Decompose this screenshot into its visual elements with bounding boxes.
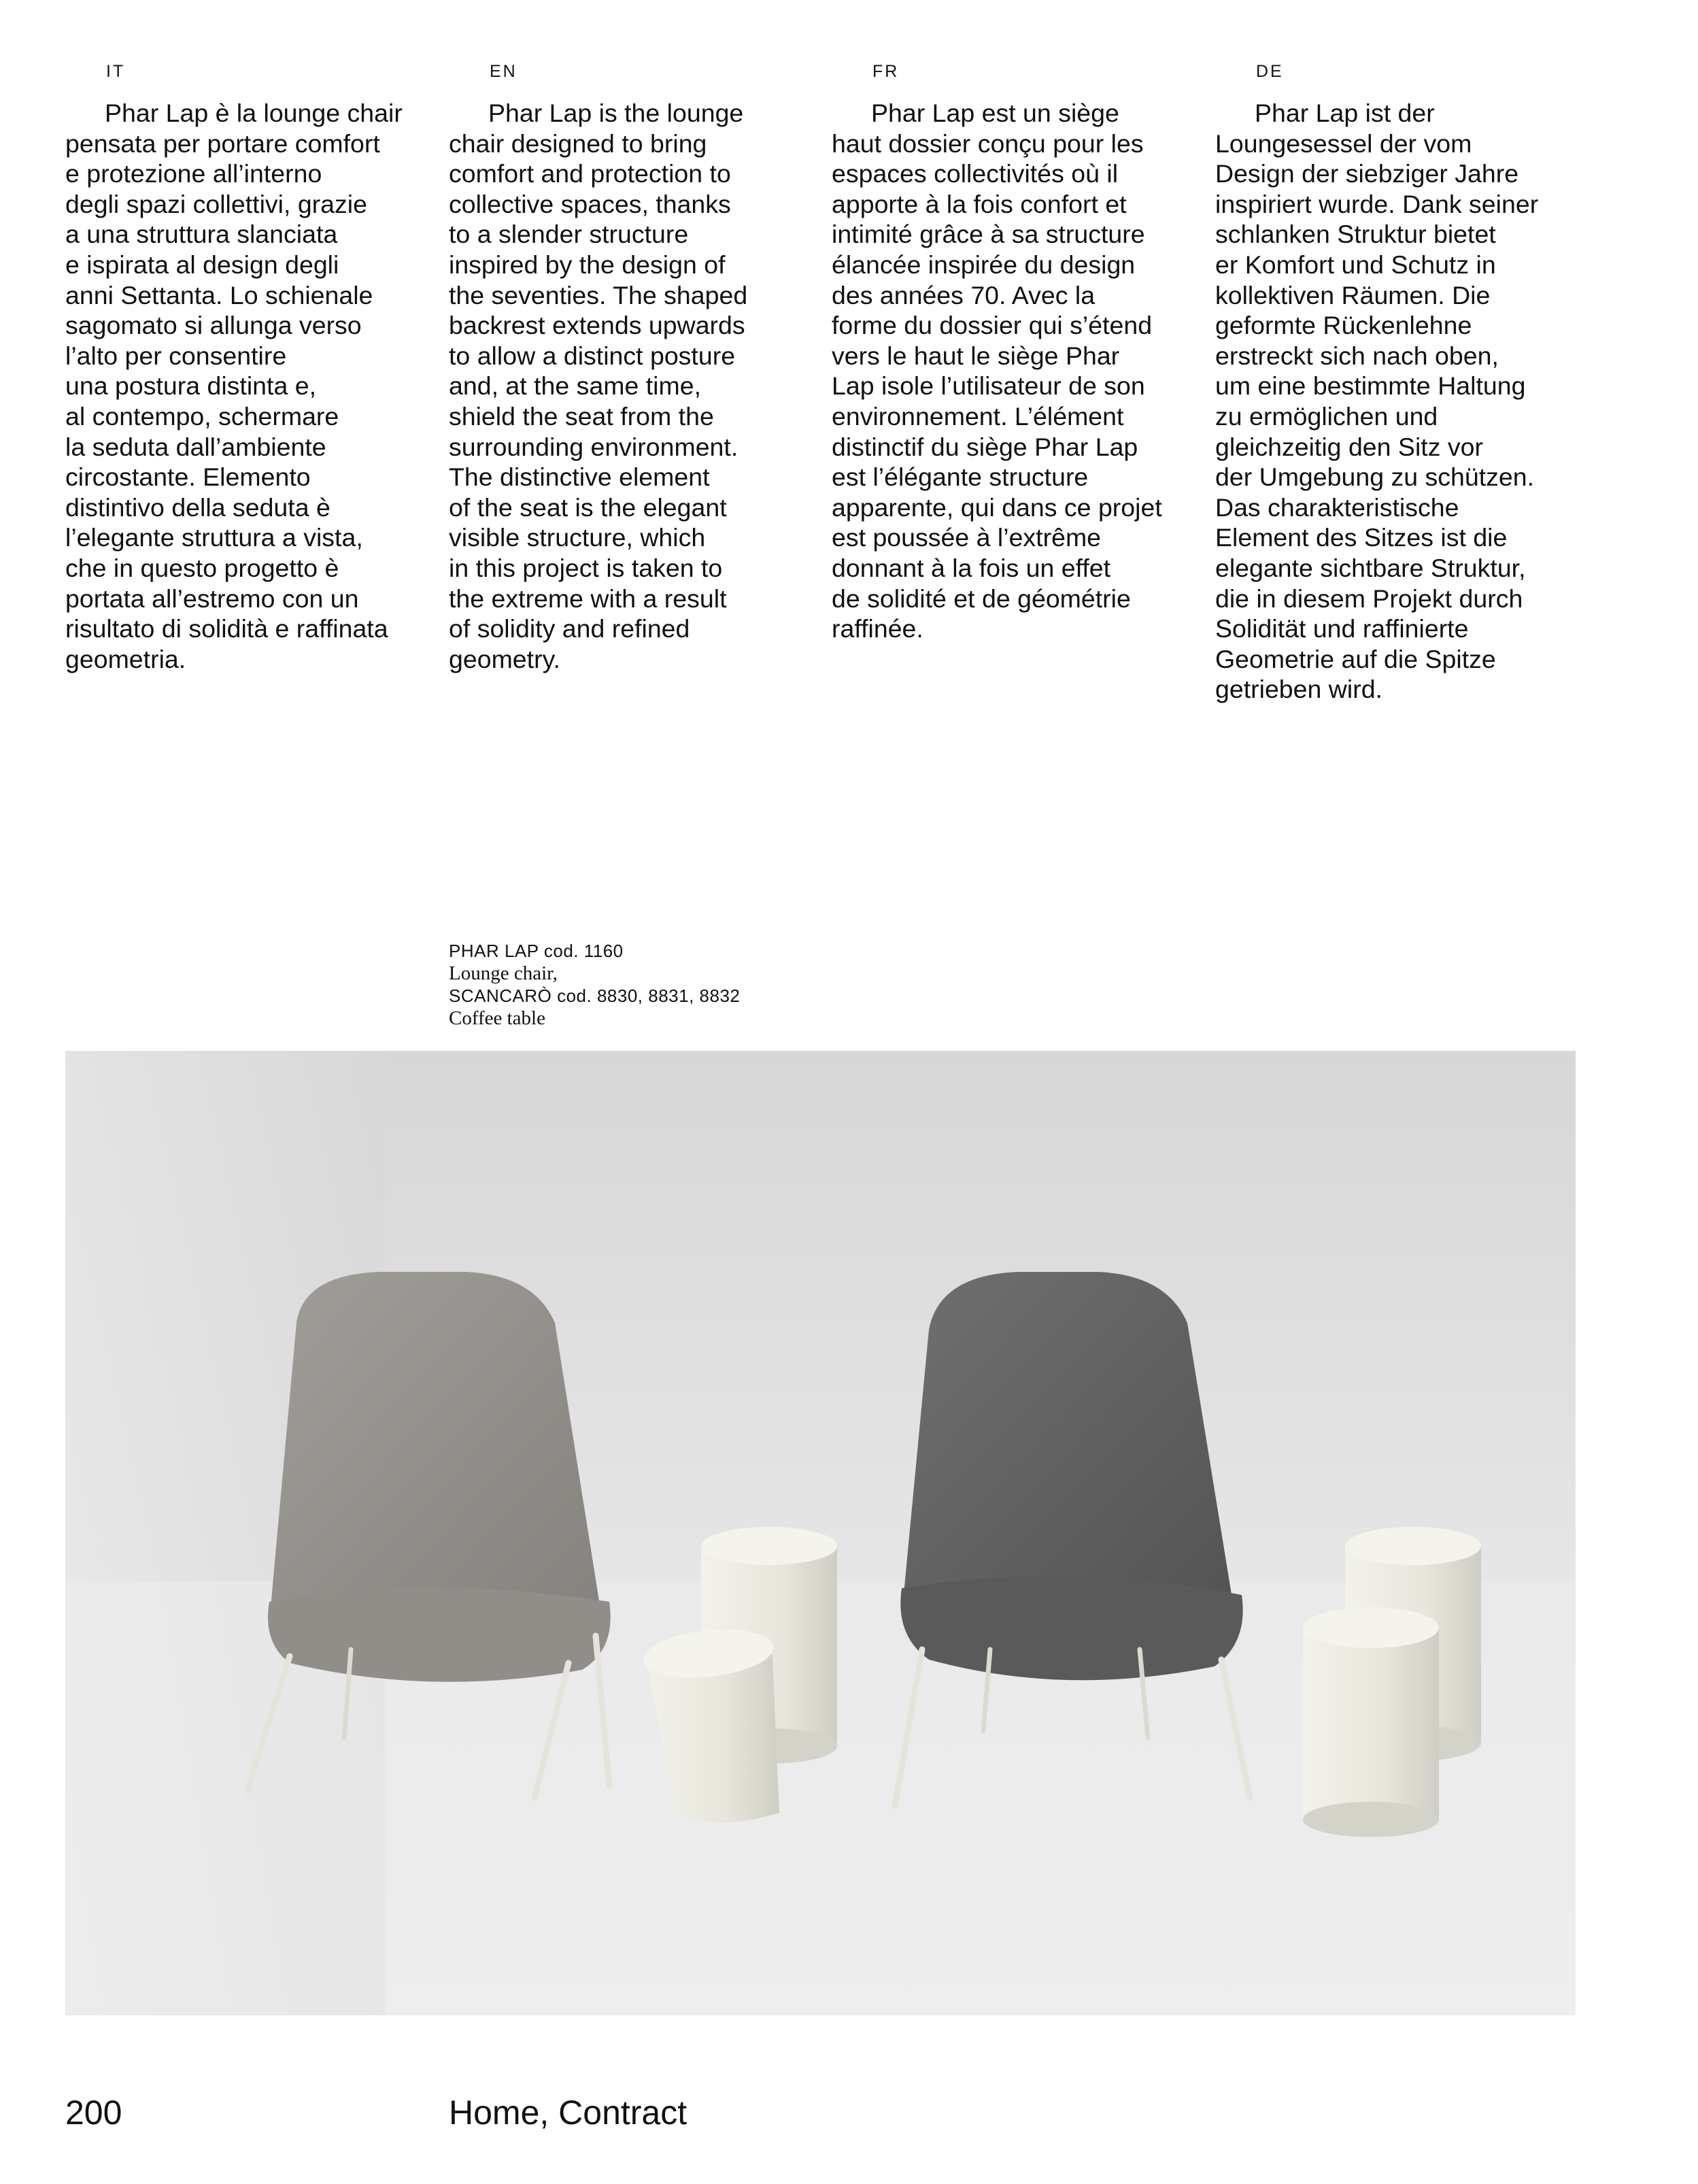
- coffee-table-right-front: [1303, 1607, 1439, 1837]
- description-fr: Phar Lap est un siège haut dossier conçu pour les espaces collectivités où il apporte à la fois confort et intimité grâce à sa structure élancée inspirée du design des années 70. Avec la forme du dossier qui s’étend vers le haut le siège Phar Lap isole l’utilisateur de son environnement. L’élément distinctif du siège Phar Lap est l’élégante structure apparente, qui dans ce projet est poussée à l’extrême donnant à la fois un effet de solidité et de géométrie raffinée.: [832, 99, 1162, 643]
- language-label-en: EN: [490, 62, 517, 81]
- description-en: Phar Lap is the lounge chair designed to bring comfort and protection to collective spaces, thanks to a slender structure inspired by the design of the seventies. The shaped backrest extends upwards to allow a distinct posture and, at the same time, shield the seat from the surrounding environment. The distinctive element of the seat is the elegant visible structure, which in this project is taken to the extreme with a result of solidity and refined geometry.: [449, 99, 748, 673]
- text-column-en: [449, 58, 809, 674]
- language-label-it: IT: [106, 62, 126, 81]
- table-top: [1345, 1527, 1481, 1565]
- table-base: [1303, 1802, 1439, 1837]
- description-it: Phar Lap è la lounge chair pensata per portare comfort e protezione all’interno degli spazi collettivi, grazie a una struttura slanciata e ispirata al design degli anni Settanta. Lo schienale sagomato si allunga verso l’alto per consentire una postura distinta e, al contempo, schermare la seduta dall’ambiente circostante. Elemento distintivo della seduta è l’elegante struttura a vista, che in questo progetto è portata all’estremo con un risultato di solidità e raffinata geometria.: [65, 99, 403, 673]
- page-number: 200: [65, 2094, 122, 2132]
- caption-product-desc-lounge-chair: Lounge chair,: [449, 962, 558, 984]
- chair-light-seat: [268, 1588, 611, 1682]
- language-label-de: DE: [1256, 62, 1284, 81]
- language-label-fr: FR: [872, 62, 900, 81]
- chair-dark-backrest: [902, 1272, 1235, 1615]
- product-photo: [65, 1051, 1576, 2015]
- photo-caption: [449, 940, 740, 1030]
- table-top: [1303, 1607, 1439, 1648]
- caption-product-code-phar-lap: PHAR LAP cod. 1160: [449, 941, 624, 961]
- section-title: Home, Contract: [449, 2094, 687, 2132]
- text-column-it: [65, 58, 426, 674]
- description-de: Phar Lap ist der Loungesessel der vom Design der siebziger Jahre inspiriert wurde. Dank seiner schlanken Struktur bietet er Komfort und Schutz in kollektiven Räumen. Die geformte Rückenlehne erstreckt sich nach oben, um eine bestimmte Haltung zu ermöglichen und gleichzeitig den Sitz vor der Umgebung zu schützen. Das charakteristische Element des Sitzes ist die elegante sichtbare Struktur, die in diesem Projekt durch Solidität und raffinierte Geometrie auf die Spitze getrieben wird.: [1215, 99, 1539, 704]
- caption-product-desc-coffee-table: Coffee table: [449, 1007, 545, 1029]
- text-column-de: [1215, 58, 1576, 705]
- caption-product-code-scancaro: SCANCARÒ cod. 8830, 8831, 8832: [449, 986, 741, 1006]
- table-body: [1303, 1628, 1439, 1819]
- table-top: [701, 1527, 837, 1565]
- chair-light-backrest: [269, 1272, 602, 1622]
- text-column-fr: [832, 58, 1192, 644]
- chair-dark-seat: [900, 1576, 1242, 1680]
